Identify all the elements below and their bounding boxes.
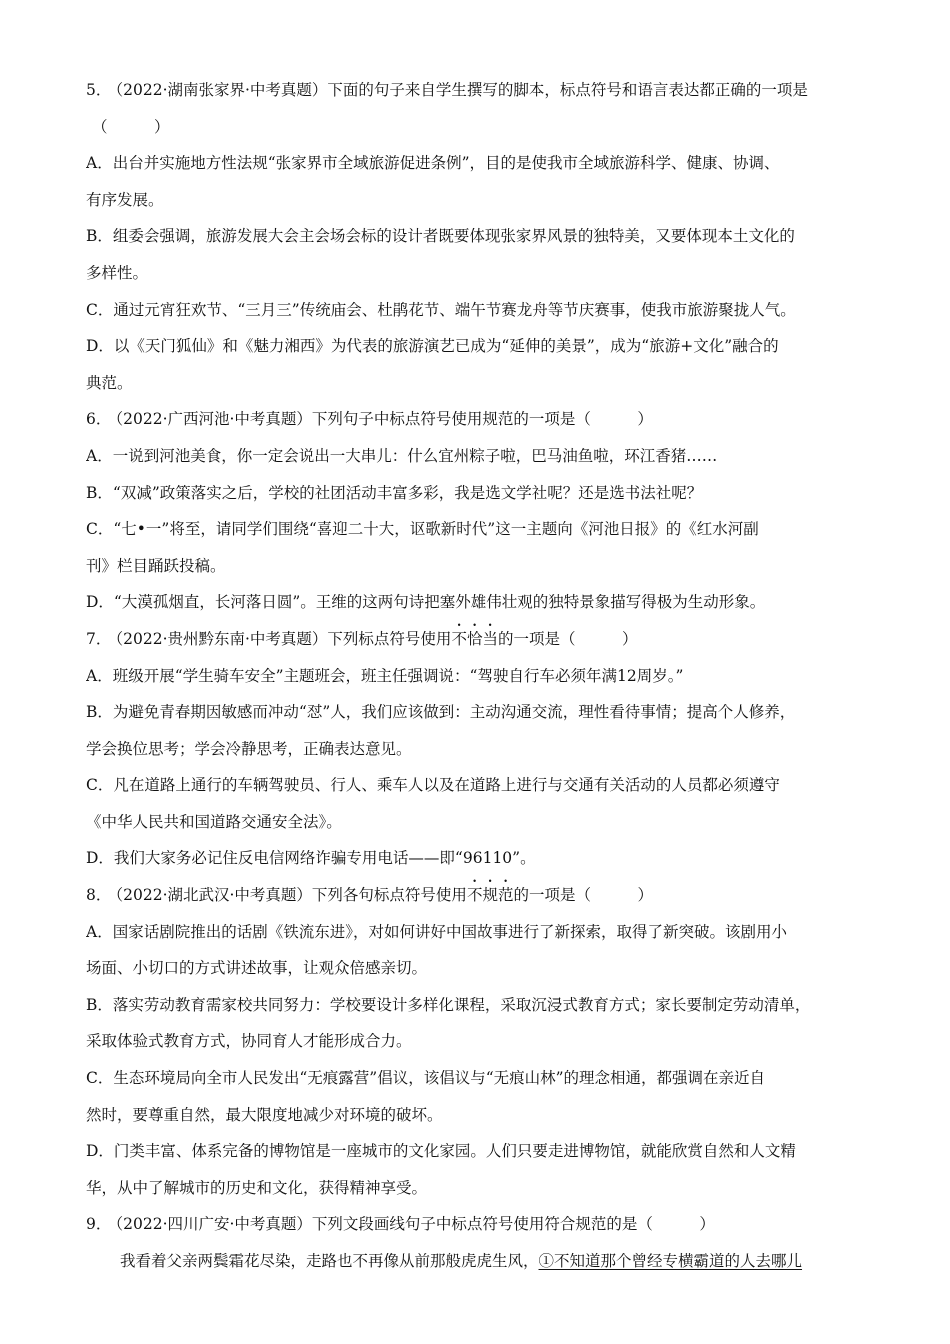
question-7-option-b: B．为避免青春期因敏感而冲动“怼”人，我们应该做到：主动沟通交流，理性看待事情；提高个人修养， — [86, 703, 796, 722]
emphasis-not-appropriate: 不恰当 — [451, 629, 498, 648]
question-6-option-c-cont: 刊》栏目踊跃投稿。 — [86, 556, 226, 575]
question-6-stem: 6． （2022·广西河池·中考真题）下列句子中标点符号使用规范的一项是（ ） — [86, 410, 653, 429]
question-7-option-d: D．我们大家务必记住反电信网络诈骗专用电话——即“96110”。 — [86, 849, 536, 868]
question-9-stem: 9． （2022·四川广安·中考真题）下列文段画线句子中标点符号使用符合规范的是（ ） — [86, 1215, 715, 1234]
question-6-option-b: B．“双减”政策落实之后，学校的社团活动丰富多彩，我是选文学社呢？还是选书法社呢？ — [86, 483, 703, 502]
question-6-option-c: C．“七•一”将至，请同学们围绕“喜迎二十大，讴歌新时代”这一主题向《河池日报》的《红水河副 — [86, 520, 759, 539]
question-8-stem: 8． （2022·湖北武汉·中考真题）下列各句标点符号使用不规范的一项是（ ） — [86, 886, 653, 905]
question-5-option-a: A．出台并实施地方性法规“张家界市全域旅游促进条例”，目的是使我市全域旅游科学、健康、协调、 — [86, 154, 780, 173]
question-8-option-d: D．门类丰富、体系完备的博物馆是一座城市的文化家园。人们只要走进博物馆，就能欣赏自然和人文精 — [86, 1142, 796, 1161]
question-7-option-c-cont: 《中华人民共和国道路交通安全法》。 — [86, 812, 342, 831]
question-5-option-c: C．通过元宵狂欢节、“三月三”传统庙会、杜鹃花节、端午节赛龙舟等节庆赛事，使我市旅游聚拢人气。 — [86, 300, 796, 319]
question-8-option-c-cont: 然时，要尊重自然，最大限度地减少对环境的破坏。 — [86, 1105, 443, 1124]
question-7-option-c: C．凡在道路上通行的车辆驾驶员、行人、乘车人以及在道路上进行与交通有关活动的人员都必须遵守 — [86, 776, 780, 795]
question-5-option-b-cont: 多样性。 — [86, 263, 149, 282]
question-7-option-b-cont: 学会换位思考；学会冷静思考，正确表达意见。 — [86, 739, 412, 758]
question-9-passage: 我看着父亲两鬓霜花尽染，走路也不再像从前那般虎虎生风，①不知道那个曾经专横霸道的人去哪儿 — [120, 1252, 803, 1270]
question-8-option-b-cont: 采取体验式教育方式，协同育人才能形成合力。 — [86, 1032, 412, 1051]
question-5-blank: （ ） — [92, 117, 170, 136]
question-5-option-b: B．组委会强调，旅游发展大会主会场会标的设计者既要体现张家界风景的独特美，又要体现本土文化的 — [86, 227, 795, 246]
question-8-option-b: B．落实劳动教育需家校共同努力：学校要设计多样化课程，采取沉浸式教育方式；家长要制定劳动清单， — [86, 995, 811, 1014]
question-8-option-d-cont: 华，从中了解城市的历史和文化，获得精神享受。 — [86, 1178, 428, 1197]
document-page — [86, 72, 866, 1280]
question-6-option-a: A．一说到河池美食，你一定会说出一大串儿：什么宜州粽子啦，巴马油鱼啦，环江香猪…… — [86, 446, 718, 465]
question-6-option-d: D．“大漠孤烟直，长河落日圆”。王维的这两句诗把塞外雄伟壮观的独特景象描写得极为生动形象。 — [86, 593, 766, 612]
question-5-option-d: D．以《天门狐仙》和《魅力湘西》为代表的旅游演艺已成为“延伸的美景”，成为“旅游+文化”融合的 — [86, 337, 779, 356]
question-8-option-a-cont: 场面、小切口的方式讲述故事，让观众倍感亲切。 — [86, 959, 428, 978]
underlined-sentence-1: ①不知道那个曾经专横霸道的人去哪儿 — [538, 1252, 803, 1270]
question-7-option-a: A．班级开展“学生骑车安全”主题班会，班主任强调说：“驾驶自行车必须年满12周岁。” — [86, 666, 684, 685]
question-5-option-a-cont: 有序发展。 — [86, 190, 164, 209]
question-5-stem: 5． （2022·湖南张家界·中考真题）下面的句子来自学生撰写的脚本，标点符号和语言表达都正确的一项是 — [86, 81, 808, 99]
question-8-option-c: C．生态环境局向全市人民发出“无痕露营”倡议，该倡议与“无痕山林”的理念相通，都强调在亲近自 — [86, 1069, 766, 1088]
question-7-stem: 7． （2022·贵州黔东南·中考真题）下列标点符号使用不恰当的一项是（ ） — [86, 629, 638, 648]
emphasis-not-standard: 不规范 — [466, 886, 514, 905]
question-8-option-a: A．国家话剧院推出的话剧《铁流东进》，对如何讲好中国故事进行了新探索，取得了新突破。该剧用小 — [86, 922, 787, 941]
question-5-option-d-cont: 典范。 — [86, 373, 133, 392]
